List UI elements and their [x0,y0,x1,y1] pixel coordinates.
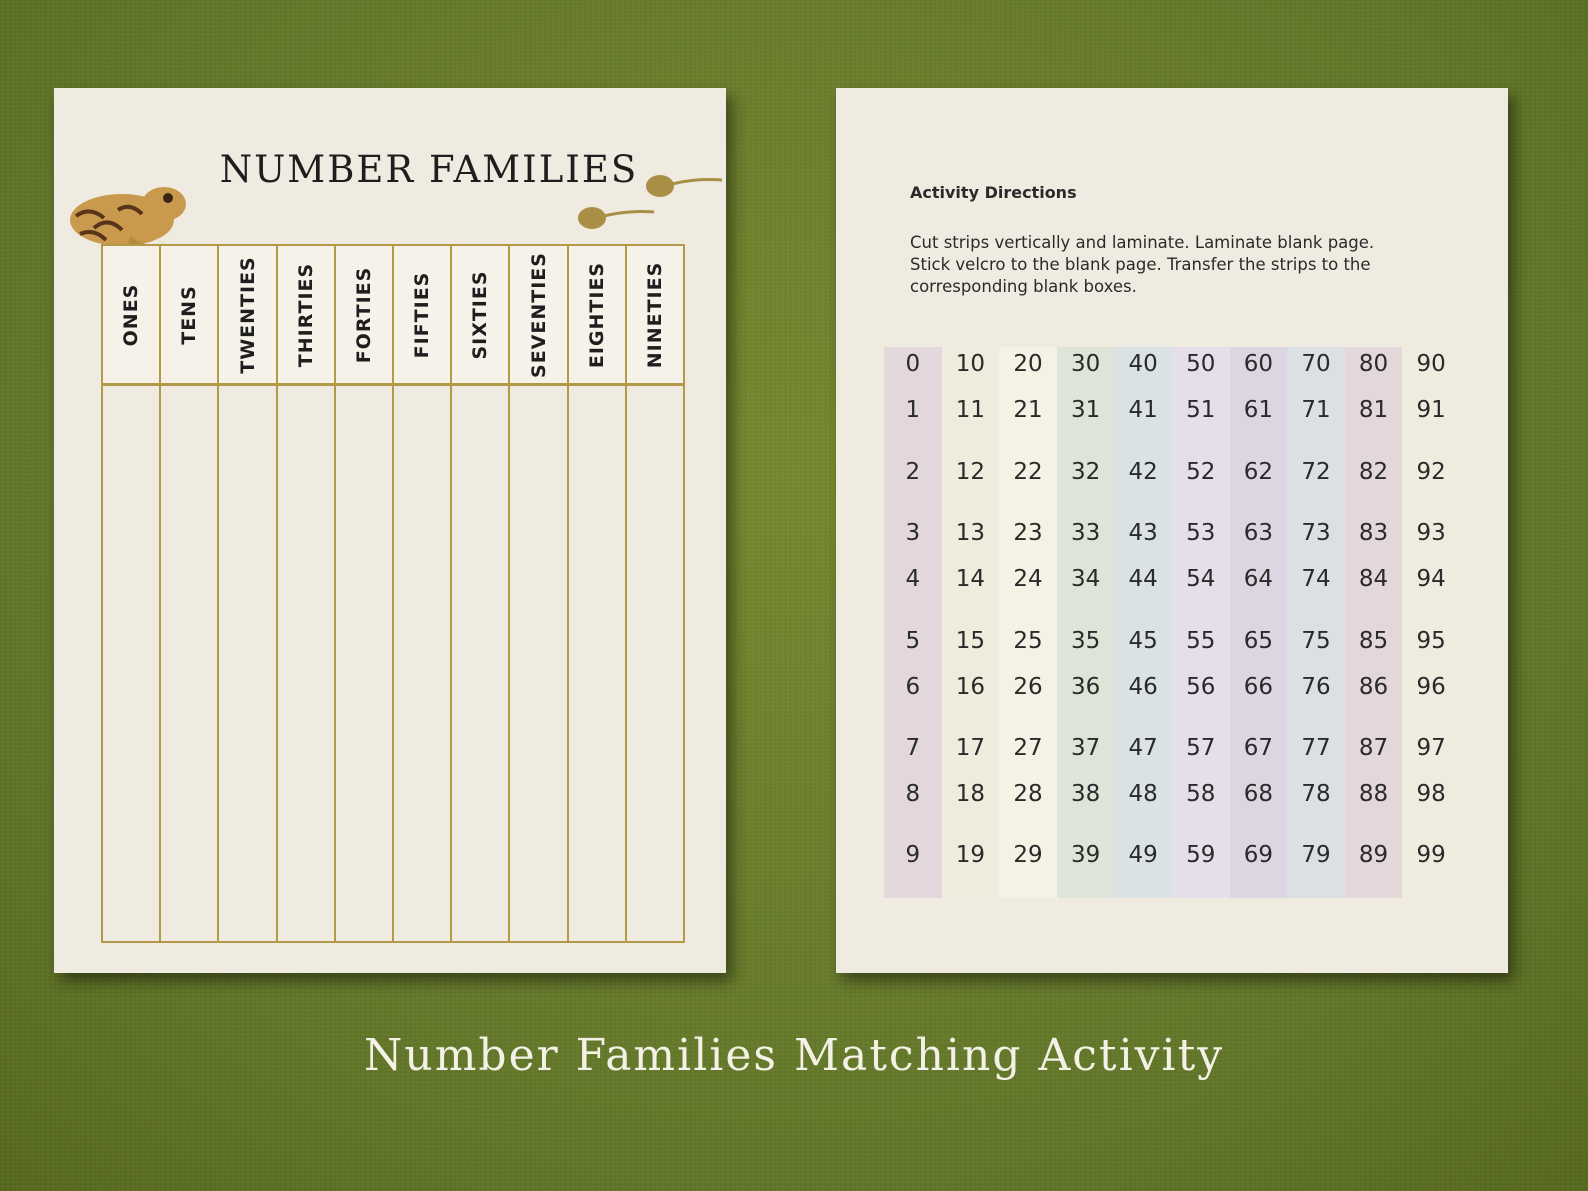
number-cell: 61 [1243,397,1273,423]
number-cell: 70 [1301,351,1331,377]
column-header-label: THIRTIES [294,262,317,367]
number-cell: 73 [1301,520,1331,546]
number-cell: 89 [1358,842,1389,868]
table-column [569,246,627,941]
blank-box [510,386,566,941]
number-strips-page [836,88,1508,973]
blank-box [161,386,217,941]
number-cell: 65 [1243,628,1273,654]
number-cell: 14 [955,566,986,592]
number-cell: 59 [1186,842,1216,868]
column-header [103,246,159,386]
number-cell: 54 [1186,566,1216,592]
number-cell: 88 [1358,781,1389,807]
column-header-label: NINETIES [643,261,666,368]
number-cell: 67 [1243,735,1273,761]
number-cell: 3 [905,520,921,546]
number-cell: 8 [905,781,921,807]
number-cell: 25 [1013,628,1043,654]
number-cell: 29 [1013,842,1043,868]
number-families-table [101,244,685,943]
number-cell: 87 [1358,735,1389,761]
number-cell: 19 [955,842,986,868]
number-cell: 81 [1358,397,1389,423]
table-column [219,246,277,941]
number-cell: 44 [1128,566,1158,592]
number-cell: 84 [1358,566,1389,592]
number-cell: 40 [1128,351,1158,377]
number-cell: 51 [1186,397,1216,423]
column-header [278,246,334,386]
number-cell: 49 [1128,842,1158,868]
number-cell: 63 [1243,520,1273,546]
column-header-label: EIGHTIES [585,261,608,368]
number-cell: 96 [1416,674,1446,700]
number-cell: 68 [1243,781,1273,807]
number-cell: 21 [1013,397,1043,423]
number-cell: 55 [1186,628,1216,654]
number-strip [1402,347,1460,898]
table-column [161,246,219,941]
number-cell: 22 [1013,459,1043,485]
number-strip [1230,347,1288,898]
table-column [278,246,336,941]
table-column [394,246,452,941]
number-cell: 93 [1416,520,1446,546]
number-cell: 31 [1070,397,1101,423]
column-header [336,246,392,386]
number-cell: 77 [1301,735,1331,761]
number-cell: 83 [1358,520,1389,546]
table-column [510,246,568,941]
sorting-board-page [54,88,726,973]
number-cell: 33 [1070,520,1101,546]
number-cell: 75 [1301,628,1331,654]
column-header [394,246,450,386]
column-header [627,246,683,386]
column-header [219,246,275,386]
number-cell: 10 [955,351,986,377]
number-cell: 7 [905,735,921,761]
column-header-label: TWENTIES [236,255,259,374]
number-strip [1287,347,1345,898]
number-cell: 76 [1301,674,1331,700]
table-column [452,246,510,941]
number-strip [942,347,1000,898]
number-cell: 20 [1013,351,1043,377]
caption: Number Families Matching Activity [363,1030,1225,1081]
number-cell: 74 [1301,566,1331,592]
number-cell: 98 [1416,781,1446,807]
number-strip [1114,347,1172,898]
number-cell: 11 [955,397,986,423]
table-column [103,246,161,941]
column-header [569,246,625,386]
number-cell: 35 [1070,628,1101,654]
number-cell: 34 [1070,566,1101,592]
blank-box [103,386,159,941]
number-cell: 43 [1128,520,1158,546]
number-cell: 13 [955,520,986,546]
number-cell: 91 [1416,397,1446,423]
directions-line: Cut strips vertically and laminate. Laminate blank page. [910,233,1375,252]
number-cell: 37 [1070,735,1101,761]
blank-box [336,386,392,941]
number-cell: 36 [1070,674,1101,700]
number-cell: 28 [1013,781,1043,807]
number-cell: 92 [1416,459,1446,485]
number-cell: 26 [1013,674,1043,700]
number-cell: 42 [1128,459,1158,485]
number-cell: 17 [955,735,986,761]
number-cell: 1 [905,397,921,423]
column-header-label: ONES [120,283,143,346]
column-header [161,246,217,386]
number-strip [1057,347,1115,898]
directions-title: Activity Directions [910,183,1077,202]
number-cell: 82 [1358,459,1389,485]
number-cell: 12 [955,459,986,485]
number-cell: 2 [905,459,921,485]
number-cell: 45 [1128,628,1158,654]
number-cell: 58 [1186,781,1216,807]
number-cell: 97 [1416,735,1446,761]
number-cell: 16 [955,674,986,700]
number-cell: 72 [1301,459,1331,485]
number-cell: 69 [1243,842,1273,868]
tadpole-illustration [576,202,656,232]
number-strip [1345,347,1403,898]
number-cell: 60 [1243,351,1273,377]
number-cell: 94 [1416,566,1446,592]
blank-box [219,386,275,941]
column-header [510,246,566,386]
number-cell: 62 [1243,459,1273,485]
column-header-label: SIXTIES [469,269,492,360]
blank-box [278,386,334,941]
number-cell: 27 [1013,735,1043,761]
blank-box [627,386,683,941]
number-strips-grid [884,347,1460,898]
number-strip [884,347,942,898]
number-cell: 6 [905,674,921,700]
number-cell: 56 [1186,674,1216,700]
number-cell: 50 [1186,351,1216,377]
column-header-label: FIFTIES [411,271,434,358]
number-cell: 86 [1358,674,1389,700]
number-cell: 66 [1243,674,1273,700]
blank-box [569,386,625,941]
number-cell: 39 [1070,842,1101,868]
column-header-label: TENS [178,284,201,345]
number-cell: 47 [1128,735,1158,761]
number-cell: 18 [955,781,986,807]
number-cell: 41 [1128,397,1158,423]
number-cell: 79 [1301,842,1331,868]
number-cell: 15 [955,628,986,654]
number-strip [1172,347,1230,898]
number-cell: 30 [1070,351,1101,377]
page-title: NUMBER FAMILIES [219,148,639,191]
number-cell: 71 [1301,397,1331,423]
number-cell: 78 [1301,781,1331,807]
number-cell: 95 [1416,628,1446,654]
directions-line: corresponding blank boxes. [910,277,1137,296]
column-header [452,246,508,386]
number-strip [999,347,1057,898]
column-header-label: FORTIES [352,266,375,363]
number-cell: 0 [905,351,921,377]
number-cell: 90 [1416,351,1446,377]
blank-box [452,386,508,941]
number-cell: 38 [1070,781,1101,807]
number-cell: 57 [1186,735,1216,761]
number-cell: 48 [1128,781,1158,807]
number-cell: 52 [1186,459,1216,485]
table-column [336,246,394,941]
number-cell: 5 [905,628,921,654]
number-cell: 80 [1358,351,1389,377]
number-cell: 24 [1013,566,1043,592]
number-cell: 64 [1243,566,1273,592]
number-cell: 32 [1070,459,1101,485]
number-cell: 46 [1128,674,1158,700]
number-cell: 53 [1186,520,1216,546]
number-cell: 4 [905,566,921,592]
number-cell: 99 [1416,842,1446,868]
directions-line: Stick velcro to the blank page. Transfer the strips to the [910,255,1371,274]
directions-text [910,232,1470,298]
number-cell: 23 [1013,520,1043,546]
column-header-label: SEVENTIES [527,251,550,378]
number-cell: 9 [905,842,921,868]
number-cell: 85 [1358,628,1389,654]
table-column [627,246,683,941]
blank-box [394,386,450,941]
